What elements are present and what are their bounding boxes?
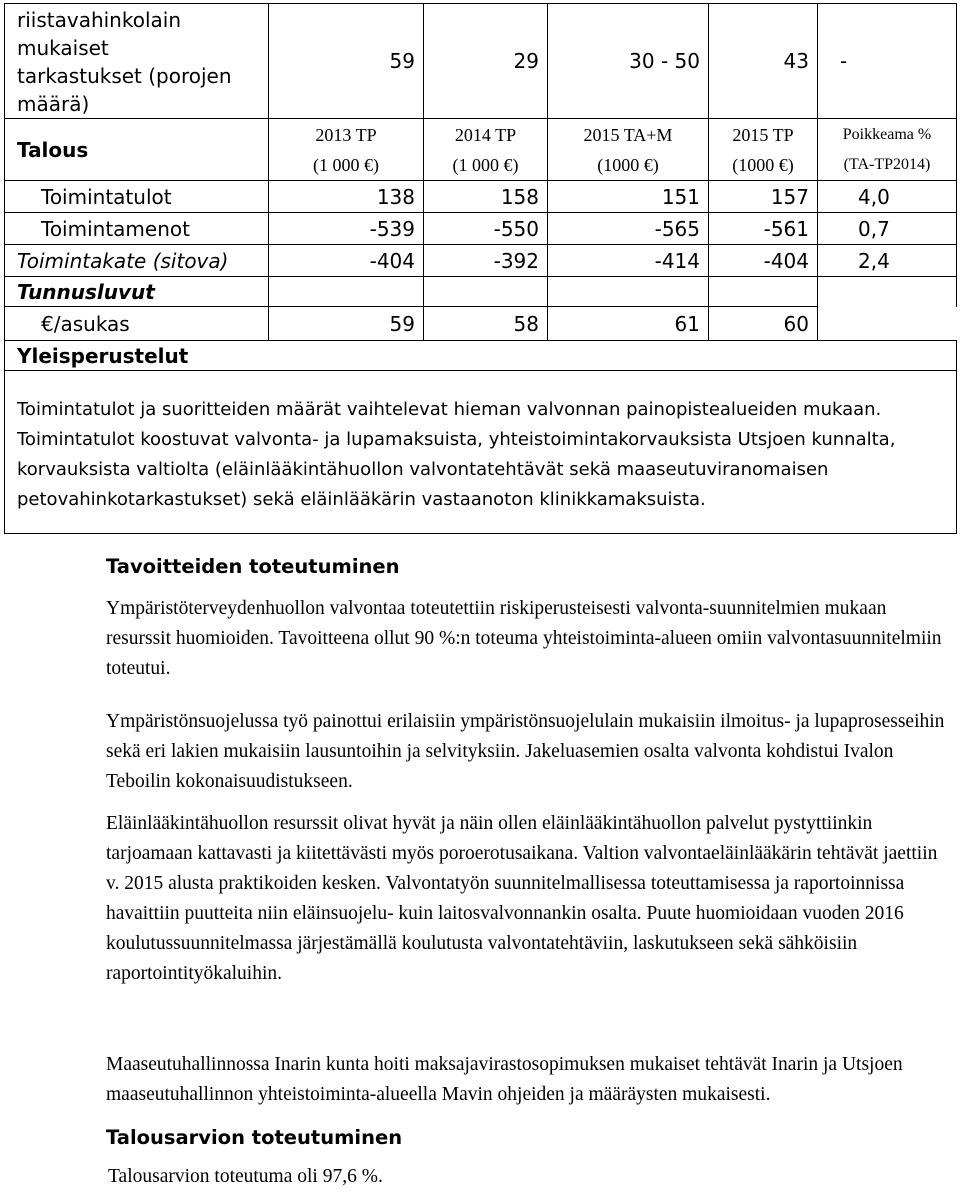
row-label: Toimintatulot [5,181,269,213]
yleisperustelut-text-row [5,371,957,534]
yleisperustelut-row [5,341,957,371]
finance-label: Talous [5,119,269,181]
per-capita-2014: 58 [424,307,548,341]
per-capita-label: €/asukas [5,307,269,341]
goals-paragraph-1: Ympäristöterveydenhuollon valvontaa toteutettiin riskiperusteisesti valvonta-suunnitelmien mukaan resurssit huomioiden. Tavoitteena ollut 90 %:n toteuma yhteistoiminta-alueen omiin valvontasuunnitelmiin toteutui. [106,598,942,679]
finance-table [4,3,957,534]
yleisperustelut-text: Toimintatulot ja suoritteiden määrät vaihtelevat hieman valvonnan painopistealueiden mukaan. Toimintatulot koostuvat valvonta- ja lupamaksuista, yhteistoimintakorvauksista Utsjoen kunnalta, korvauksista valtiolta (eläinlääkintähuollon valvontatehtävät sekä maaseutuviranomaisen petovahinkotarkastukset) sekä eläinlääkärin vastaanoton klinikkamaksuista. [5,371,957,534]
tunnusluvut-row [5,277,957,307]
row-value: -565 [548,213,709,245]
per-capita-row [5,307,957,341]
row-value: 2,4 [818,245,957,277]
col-header-deviation: Poikkeama % (TA-TP2014) [818,119,957,181]
inspections-2013: 59 [269,4,424,119]
finance-header-row [5,119,957,181]
col-header-2014: 2014 TP (1 000 €) [424,119,548,181]
inspections-deviation: - [818,4,957,119]
row-value: -550 [424,213,548,245]
goals-heading: Tavoitteiden toteutuminen [106,555,400,578]
row-value: 138 [269,181,424,213]
tunnusluvut-label: Tunnusluvut [5,277,269,307]
per-capita-2015-budget: 61 [548,307,709,341]
goals-paragraph-4: Maaseutuhallinnossa Inarin kunta hoiti maksajavirastosopimuksen mukaiset tehtävät Inarin ja Utsjoen maaseutuhallinnon yhteistoiminta-alueella Mavin ohjeiden ja määräysten mukaisesti. [106,1054,903,1105]
goals-paragraph-3: Eläinlääkintähuollon resurssit olivat hyvät ja näin ollen eläinlääkintähuollon palvelut pystyttiinkin tarjoamaan kattavasti ja kiitettävästi myös poroerotusaikana. Valtion valvontaeläinlääkärin tehtävät jaettiin v. 2015 alusta praktikoiden kesken. Valvontatyön suunnitelmallisessa toteuttamisessa ja raportoinnissa havaittiin puutteita niin eläinsuojelu- kuin laitosvalvonnankin osalta. Puute huomioidaan vuoden 2016 koulutussuunnitelmassa järjestämällä koulutusta valvontatehtäviin, laskutukseen sekä sähköisiin raportointityökaluihin. [106,813,938,984]
per-capita-2013: 59 [269,307,424,341]
row-value: 4,0 [818,181,957,213]
row-value: -561 [709,213,818,245]
col-header-2015-actual: 2015 TP (1000 €) [709,119,818,181]
row-label: Toimintakate (sitova) [5,245,269,277]
budget-text: Talousarvion toteutuma oli 97,6 %. [108,1166,383,1187]
row-label: Toimintamenot [5,213,269,245]
row-value: 157 [709,181,818,213]
row-value: -414 [548,245,709,277]
col-header-2015-budget: 2015 TA+M (1000 €) [548,119,709,181]
row-value: -539 [269,213,424,245]
inspections-2015-actual: 43 [709,4,818,119]
row-value: 158 [424,181,548,213]
row-value: -404 [269,245,424,277]
row-value: -404 [709,245,818,277]
inspections-label: riistavahinkolain mukaiset tarkastukset (porojen määrä) [5,4,269,119]
goals-paragraph-2: Ympäristönsuojelussa työ painottui erilaisiin ympäristönsuojelulain mukaisiin ilmoitus- ja lupaprosesseihin sekä eri lakien mukaisiin lausuntoihin ja selvityksiin. Jakeluasemien osalta valvonta kohdistui Ivalon Teboilin kokonaisuudistukseen. [106,711,945,792]
table-row [5,245,957,277]
col-header-2013: 2013 TP (1 000 €) [269,119,424,181]
row-value: -392 [424,245,548,277]
row-value: 0,7 [818,213,957,245]
row-value: 151 [548,181,709,213]
inspections-2015-budget: 30 - 50 [548,4,709,119]
inspections-row [5,4,957,119]
inspections-2014: 29 [424,4,548,119]
per-capita-2015-actual: 60 [709,307,818,341]
budget-heading: Talousarvion toteutuminen [106,1126,403,1149]
table-row [5,181,957,213]
yleisperustelut-label: Yleisperustelut [5,341,957,371]
table-row [5,213,957,245]
